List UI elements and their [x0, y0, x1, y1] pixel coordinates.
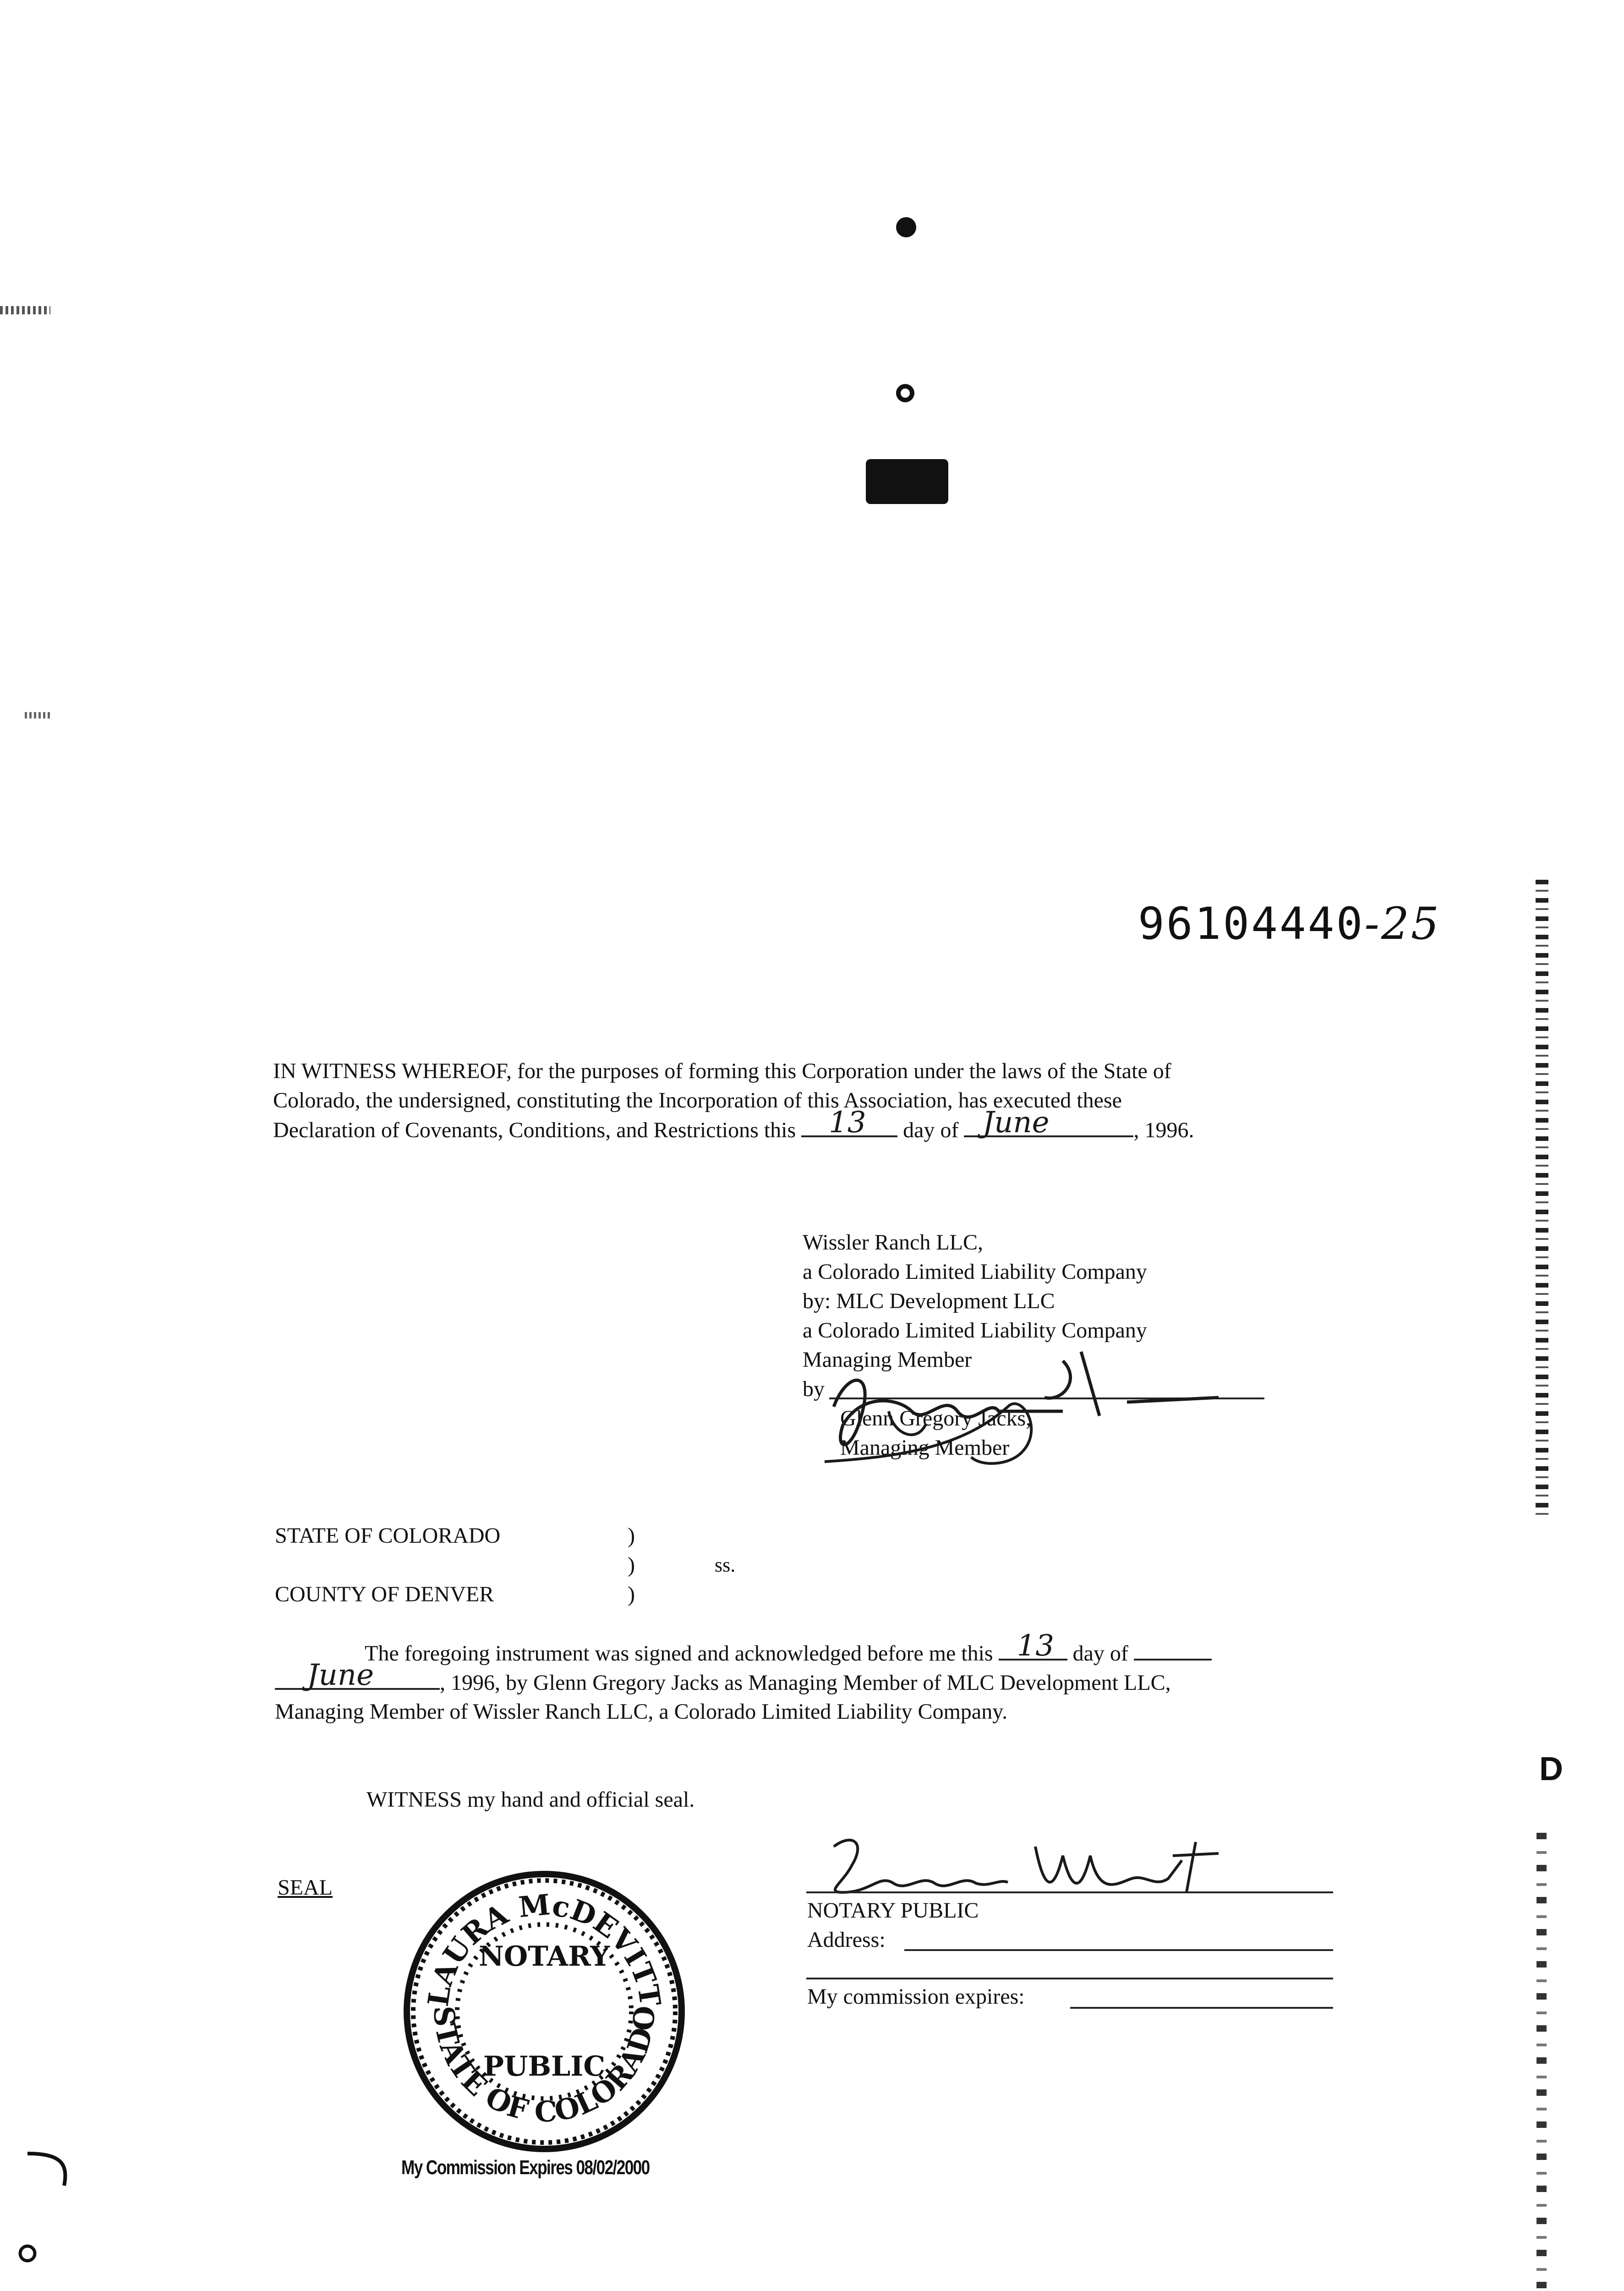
witness-line3-before: Declaration of Covenants, Conditions, and Restrictions this — [273, 1118, 796, 1142]
notary-address-line-2 — [806, 1978, 1333, 1979]
signatory-line-4: a Colorado Limited Liability Company — [803, 1318, 1147, 1343]
document-number-main: 96104440 — [1138, 898, 1365, 949]
venue-paren-1: ) — [628, 1524, 635, 1548]
venue-ss: ss. — [715, 1554, 736, 1576]
seal-public-text: PUBLIC — [483, 2050, 606, 2083]
signatory-name: Glenn Gregory Jacks, — [840, 1406, 1032, 1431]
ack-month-blank-b — [275, 1658, 440, 1692]
ack-line1-before: The foregoing instrument was signed and acknowledged before me this — [365, 1641, 993, 1666]
side-letter: D — [1539, 1751, 1563, 1787]
witness-paragraph-line-2: Colorado, the undersigned, constituting the Incorporation of this Association, has executed these — [273, 1088, 1122, 1113]
ack-day-handwritten: 13 — [1017, 1629, 1055, 1663]
witness-paragraph-line-3 — [273, 1106, 1194, 1145]
venue-county: COUNTY OF DENVER — [275, 1582, 494, 1606]
seal-notary-text: NOTARY — [479, 1940, 610, 1973]
seal-top-text: LAURA McDEVITT — [421, 1887, 667, 2009]
acknowledgment-line-1 — [365, 1629, 1212, 1668]
left-margin-marks — [9, 2144, 92, 2291]
acknowledgment-line-2 — [275, 1658, 1171, 1698]
acknowledgment-line-3: Managing Member of Wissler Ranch LLC, a Colorado Limited Liability Company. — [275, 1699, 1008, 1724]
day-handwritten: 13 — [829, 1106, 866, 1140]
ack-month-handwritten: June — [307, 1658, 374, 1692]
notary-address-line-1 — [904, 1949, 1333, 1951]
signatory-line-5: Managing Member — [803, 1348, 972, 1372]
witness-hand-statement: WITNESS my hand and official seal. — [366, 1787, 695, 1812]
left-hole-1 — [20, 2246, 35, 2261]
scan-speck-left-2 — [25, 712, 52, 718]
day-blank — [801, 1106, 897, 1140]
witness-line3-mid: day of — [903, 1118, 959, 1142]
notary-signature-line — [806, 1891, 1333, 1893]
notary-signature — [815, 1828, 1228, 1906]
notary-seal — [393, 1860, 695, 2163]
jacks-signature — [806, 1343, 1219, 1480]
month-handwritten: June — [982, 1106, 1050, 1140]
seal-label: SEAL — [278, 1875, 333, 1900]
seal-expiry-stamp: My Commission Expires 08/02/2000 — [401, 2156, 650, 2179]
venue-paren-2: ) — [628, 1553, 635, 1577]
ack-day-blank — [999, 1629, 1067, 1663]
ack-line1-after: day of — [1072, 1641, 1128, 1666]
black-scan-artifact — [866, 459, 948, 504]
seal-bottom-text: STATE OF COLORADO — [427, 2005, 662, 2129]
venue-paren-3: ) — [628, 1582, 635, 1606]
month-blank — [964, 1106, 1133, 1140]
document-number-suffix: -25 — [1364, 898, 1441, 949]
notary-title: NOTARY PUBLIC — [807, 1898, 979, 1923]
right-edge-scan-strip — [1536, 880, 1548, 1521]
punch-hole-dot — [896, 217, 916, 237]
right-edge-scan-strip-2 — [1537, 1833, 1547, 2291]
notary-commission-line — [1070, 2007, 1333, 2009]
venue-state: STATE OF COLORADO — [275, 1524, 501, 1548]
notary-commission-label: My commission expires: — [807, 1984, 1025, 2009]
signatory-line-1: Wissler Ranch LLC, — [803, 1230, 983, 1255]
notary-address-label: Address: — [807, 1928, 886, 1952]
scan-speck-left — [0, 306, 50, 314]
ack-line2-after: , 1996, by Glenn Gregory Jacks as Managing Member of MLC Development LLC, — [440, 1671, 1171, 1695]
signatory-by-label: by — [803, 1377, 825, 1401]
ack-month-blank-a — [1134, 1639, 1212, 1661]
signatory-line-3: by: MLC Development LLC — [803, 1289, 1055, 1313]
punch-hole-ring — [896, 384, 914, 402]
signatory-line-2: a Colorado Limited Liability Company — [803, 1260, 1147, 1284]
witness-line3-end: , 1996. — [1133, 1118, 1194, 1142]
document-number — [1138, 898, 1441, 949]
witness-paragraph-line-1: IN WITNESS WHEREOF, for the purposes of forming this Corporation under the laws of the State of — [273, 1059, 1171, 1083]
signatory-title: Managing Member — [840, 1436, 1010, 1460]
